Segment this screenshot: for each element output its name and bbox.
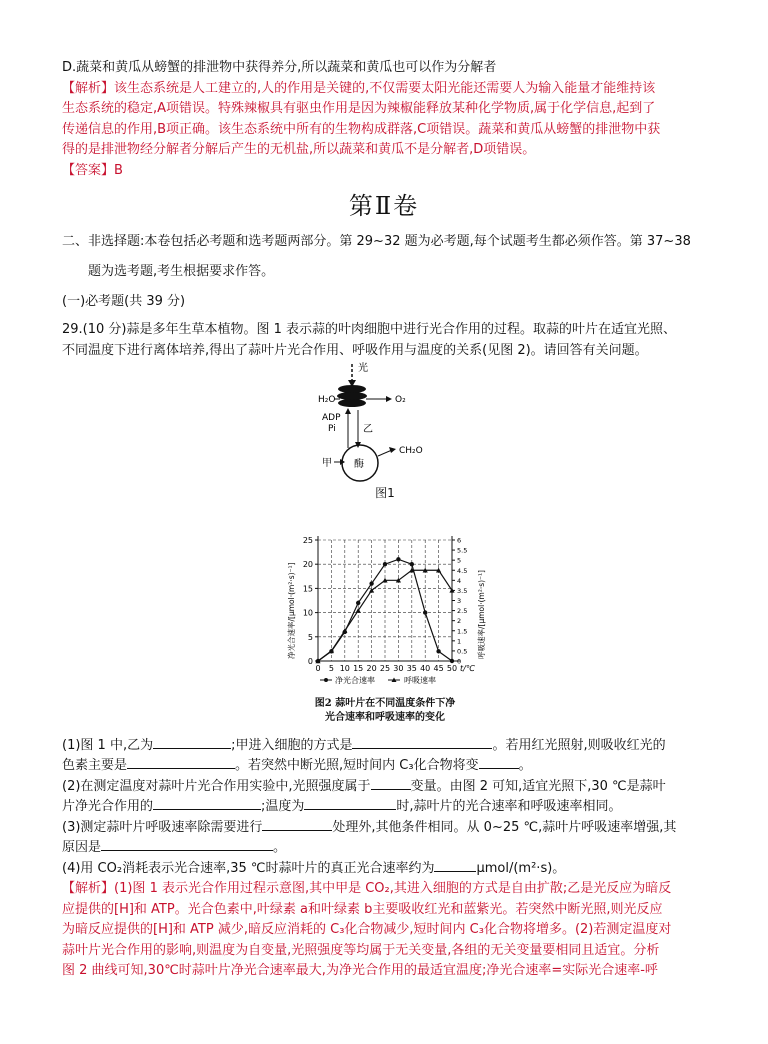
- y-right-tick-label: 6: [457, 536, 462, 545]
- q4-text-a: (4)用 CO₂消耗表示光合速率,35 ℃时蒜叶片的真正光合速率约为: [62, 861, 435, 876]
- ch2o-arrow: [378, 450, 392, 456]
- question-2-line-1: [62, 776, 666, 796]
- o2-label: O₂: [395, 395, 406, 405]
- answer-tag: 【答案】: [62, 163, 115, 178]
- q1-text-d: 色素主要是: [62, 758, 128, 773]
- q4-blank-rate[interactable]: [434, 858, 476, 872]
- analysis-1-line-2: 生态系统的稳定,A项错误。特殊辣椒具有驱虫作用是因为辣椒能释放某种化学物质,属于化学信息,起到了: [62, 101, 656, 116]
- figure-1-caption: 图1: [375, 486, 395, 500]
- x-tick-label: 10: [339, 664, 350, 673]
- answer-value: B: [114, 163, 123, 178]
- y-right-tick-label: 2: [457, 617, 462, 626]
- section-title: 第Ⅱ卷: [348, 192, 420, 220]
- adp-arrow-head: [345, 408, 351, 414]
- light-label: 光: [358, 363, 368, 374]
- thylakoid-1: [338, 385, 366, 393]
- pi-label: Pi: [328, 424, 336, 434]
- q29-stem-line-2: 不同温度下进行离体培养,得出了蒜叶片光合作用、呼吸作用与温度的关系(见图 2)。请回答有关问题。: [62, 343, 648, 358]
- y-right-tick-label: 5.5: [457, 546, 468, 555]
- q2-text-d: ;温度为: [261, 799, 305, 814]
- q1-blank-entry-mode[interactable]: [352, 735, 492, 749]
- q2-blank-optimal[interactable]: [153, 796, 261, 810]
- analysis-2-line-3: 为暗反应提供的[H]和 ATP 减少,暗反应消耗的 C₃化合物减少,短时间内 C₃化合物将增多。(2)若测定温度对: [62, 922, 672, 937]
- ch2o-arrow-head: [389, 447, 396, 453]
- required-heading: (一)必考题(共 39 分): [62, 294, 186, 309]
- x-tick-label: 25: [379, 664, 391, 673]
- x-tick-label: 0: [315, 664, 321, 673]
- y-right-tick-label: 4.5: [457, 566, 468, 575]
- net-photosynthesis-point: [369, 581, 373, 585]
- option-d: D.蔬菜和黄瓜从螃蟹的排泄物中获得养分,所以蔬菜和黄瓜也可以作为分解者: [62, 60, 497, 75]
- q2-text-b: 变量。由图 2 可知,适宜光照下,30 ℃是蒜叶: [410, 779, 666, 794]
- y-left-axis-label: 净光合速率/[μmol·(m²·s)⁻¹]: [287, 562, 296, 659]
- q4-text-b: μmol/(m²·s)。: [476, 861, 566, 876]
- y-right-tick-label: 1.5: [457, 627, 468, 636]
- q2-text-a: (2)在测定温度对蒜叶片光合作用实验中,光照强度属于: [62, 779, 371, 794]
- q1-text-c: 。若用红光照射,则吸收红光的: [492, 738, 666, 753]
- ch2o-label: CH₂O: [399, 446, 423, 456]
- y-right-tick-label: 0: [457, 657, 462, 666]
- o2-arrow-head: [386, 396, 392, 402]
- analysis-1-line-3: 传递信息的作用,B项正确。该生态系统中所有的生物构成群落,C项错误。蔬菜和黄瓜从螃蟹的排泄物中获: [62, 122, 661, 137]
- net-photosynthesis-point: [410, 562, 414, 566]
- analysis-2-text: (1)图 1 表示光合作用过程示意图,其中甲是 CO₂,其进入细胞的方式是自由扩散;乙是光反应为暗反: [114, 881, 672, 896]
- figure-2-caption: [290, 697, 480, 725]
- y-right-tick-label: 3: [457, 597, 462, 605]
- y-right-tick-label: 2.5: [457, 607, 468, 616]
- question-4-line: [62, 858, 565, 878]
- x-tick-label: 35: [406, 664, 417, 673]
- question-1-line-2: [62, 755, 532, 775]
- q2-text-e: 时,蒜叶片的光合速率和呼吸速率相同。: [396, 799, 622, 814]
- net-photosynthesis-point: [436, 649, 440, 653]
- analysis-2-line-4: 蒜叶片光合作用的影响,则温度为自变量,光照强度等均属于无关变量,各组的无关变量要相同且适宜。分析: [62, 943, 660, 958]
- q2-blank-temperature[interactable]: [304, 796, 396, 810]
- part2-intro-line-2: 题为选考题,考生根据要求作答。: [88, 264, 275, 279]
- q1-text-e: 。若突然中断光照,短时间内 C₃化合物将变: [235, 758, 479, 773]
- x-tick-label: 5: [328, 664, 334, 673]
- q3-text-a: (3)测定蒜叶片呼吸速率除需要进行: [62, 820, 263, 835]
- q1-blank-c3-change[interactable]: [479, 755, 519, 769]
- y-left-tick-label: 20: [302, 560, 313, 570]
- legend-net-label: 净光合速率: [335, 676, 375, 685]
- question-1-line-1: [62, 735, 666, 755]
- legend-resp-label: 呼吸速率: [404, 676, 436, 685]
- answer-line: [62, 161, 123, 180]
- q3-text-d: 。: [273, 840, 287, 855]
- jia-label: 甲: [322, 458, 332, 469]
- q1-text-a: (1)图 1 中,乙为: [62, 738, 154, 753]
- adp-label: ADP: [322, 413, 341, 423]
- y-right-tick-label: 5: [457, 556, 462, 565]
- x-tick-label: 40: [420, 664, 431, 673]
- y-right-axis-label: 呼吸速率/[μmol·(m²·s)⁻¹]: [477, 570, 486, 659]
- analysis-2-line-1: [62, 879, 671, 898]
- x-tick-label: 50: [446, 664, 458, 673]
- legend-net-marker: [324, 678, 328, 682]
- y-right-tick-label: 0.5: [457, 647, 468, 656]
- question-3-line-1: [62, 817, 676, 837]
- yi-label: 乙: [363, 424, 373, 435]
- h2o-label: H₂O: [318, 395, 336, 405]
- figure-2-chart: [280, 528, 490, 703]
- analysis-1-text: 该生态系统是人工建立的,人的作用是关键的,不仅需要太阳光能还需要人为输入能量才能维持该: [114, 81, 656, 96]
- net-photosynthesis-point: [423, 610, 427, 614]
- net-photosynthesis-point: [383, 562, 387, 566]
- q3-text-c: 原因是: [62, 840, 102, 855]
- y-right-tick-label: 3.5: [457, 586, 468, 595]
- q1-text-b: ;甲进入细胞的方式是: [231, 738, 353, 753]
- part2-intro-line-1: 二、非选择题:本卷包括必考题和选考题两部分。第 29~32 题为必考题,每个试题考生都必须作答。第 37~38: [62, 234, 691, 249]
- figure-1-photosynthesis-diagram: [300, 360, 470, 490]
- y-left-tick-label: 15: [302, 584, 313, 594]
- q2-text-c: 片净光合作用的: [62, 799, 154, 814]
- x-tick-label: 30: [393, 664, 404, 673]
- q3-blank-treatment[interactable]: [262, 817, 332, 831]
- q3-text-b: 处理外,其他条件相同。从 0~25 ℃,蒜叶片呼吸速率增强,其: [332, 820, 677, 835]
- analysis-tag: 【解析】: [62, 81, 115, 96]
- analysis-2-line-2: 应提供的[H]和 ATP。光合色素中,叶绿素 a和叶绿素 b主要吸收红光和蓝紫光。若突然中断光照,则光反应: [62, 902, 663, 917]
- figure-2-caption-line-1: 图2 蒜叶片在不同温度条件下净: [314, 698, 456, 709]
- net-photosynthesis-point: [450, 659, 454, 663]
- net-photosynthesis-point: [356, 601, 360, 605]
- y-left-tick-label: 25: [302, 536, 313, 545]
- q1-text-f: 。: [518, 758, 532, 773]
- x-unit-label: t/℃: [460, 664, 475, 673]
- q29-stem-line-1: 29.(10 分)蒜是多年生草本植物。图 1 表示蒜的叶肉细胞中进行光合作用的过程。取蒜的叶片在适宜光照、: [62, 322, 677, 337]
- question-3-line-2: [62, 837, 286, 857]
- q2-blank-variable[interactable]: [371, 776, 411, 790]
- q3-blank-reason[interactable]: [101, 837, 273, 851]
- x-tick-label: 20: [366, 664, 377, 673]
- thylakoid-2: [337, 392, 367, 400]
- analysis-1-line-4: 得的是排泄物经分解者分解后产生的无机盐,所以蔬菜和黄瓜不是分解者,D项错误。: [62, 142, 536, 157]
- net-photosynthesis-point: [396, 557, 400, 561]
- thylakoid-3: [338, 399, 366, 407]
- q1-blank-pigment[interactable]: [127, 755, 235, 769]
- analysis-1-line-1: [62, 79, 655, 98]
- y-left-tick-label: 10: [302, 608, 313, 618]
- q1-blank-yi[interactable]: [153, 735, 231, 749]
- y-right-tick-label: 4: [457, 576, 462, 585]
- x-tick-label: 45: [433, 664, 444, 673]
- x-tick-label: 15: [353, 664, 364, 673]
- analysis-2-line-5: 图 2 曲线可知,30℃时蒜叶片净光合速率最大,为净光合作用的最适宜温度;净光合速率=实际光合速率-呼: [62, 963, 658, 978]
- y-left-tick-label: 0: [307, 657, 313, 666]
- question-2-line-2: [62, 796, 622, 816]
- analysis-2-tag: 【解析】: [62, 881, 115, 896]
- y-left-tick-label: 5: [307, 632, 313, 642]
- y-right-tick-label: 1: [457, 637, 462, 646]
- figure-2-caption-line-2: 光合速率和呼吸速率的变化: [325, 712, 445, 723]
- enzyme-label: 酶: [354, 459, 364, 470]
